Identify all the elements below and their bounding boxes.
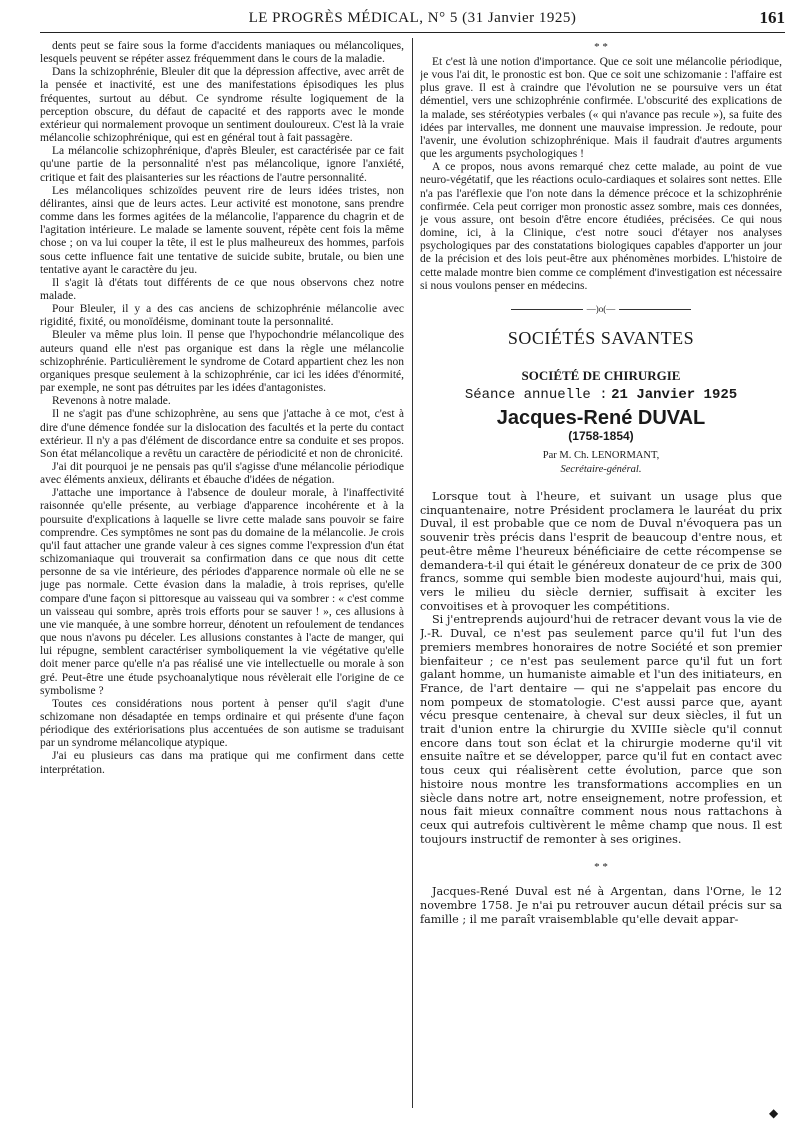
divider-line-left — [511, 309, 583, 310]
paragraph: Les mélancoliques schizoïdes peuvent rire de leurs idées tristes, non délirantes, ainsi que de leurs actes. Leur activité est monotone, sans prendre comme dans les formes agitées de la mélancolie, l'apparence du chagrin et de l'agitation intérieure. Le malade se lamente souvent, répète cent fois la même chose ; on va lui couper la tête, il est le plus malheureux des hommes, parfois sous cette influence fait une tentative de suicide subite, brutale, ou bien une tentative ayant le caractère du jeu. — [40, 184, 404, 276]
article-body — [420, 490, 782, 926]
paragraph: A ce propos, nous avons remarqué chez cette malade, au point de vue neuro-végétatif, que les réactions oculo-cardiaques et solaires sont nettes. Elle n'a pas l'aréflexie que l'on note dans la démence précoce et la schizophrénie confirmée. Cela peut corriger mon pronostic assez sombre, mais ces données, je vous assure, ont besoin d'être encore étudiées, précisées. Ce qui nous domine, ici, à la Clinique, c'est notre souci d'étayer nos analyses psychologiques par des constatations biologiques capables d'apporter un jour de la précision et des lois peut-être aux phénomènes morbides. L'histoire de cette malade montre bien comme ce complément d'investigation est nécessaire si nous voulons penser en médecins. — [420, 161, 782, 292]
seance-line — [420, 388, 782, 402]
left-column — [40, 40, 404, 1110]
paragraph: Si j'entreprends aujourd'hui de retracer devant vous la vie de J.-R. Duval, ce n'est pas seulement parce qu'il fut l'un des premiers membres honoraires de notre Société et son premier bienfaiteur ; ce n'est pas seulement parce qu'il fut un fort galant homme, un humaniste aimable et l'un des initiateurs, en France, de l'art dentaire — qui ne s'appelait pas encore du nom pompeux de stomatologie. C'est aussi parce que, ayant vécu presque centenaire, à cheval sur deux siècles, il fut un trait d'union entre la chirurgie du XVIIIe siècle qu'il connut encore dans tout son éclat et la chirurgie moderne qu'il vit ensuite naître et se développer, parce qu'il fut en contact avec tous ceux qui réalisèrent cette évolution, parce que son histoire nous montre les transformations accomplies en un siècle dans notre art, notre enseignement, notre profession, et nous fait mieux connaître comment nous nous rattachons à ceux qui autrefois cultivèrent le même champ que nous. Il est toujours instructif de remonter à ses origines. — [420, 613, 782, 846]
society-name: SOCIÉTÉ DE CHIRURGIE — [521, 368, 681, 384]
person-dates: (1758-1854) — [568, 428, 634, 443]
paragraph: Il s'agit là d'états tout différents de ce que nous observons chez notre malade. — [40, 276, 404, 302]
paragraph: La mélancolie schizophrénique, d'après Bleuler, est caractérisée par ce fait qu'une partie de la personnalité n'est pas mélancolique, ignore l'anxiété, critique et fait des plaisanteries sur les réactions de l'autre personnalité. — [40, 145, 404, 184]
divider-ornament: —)o(— — [586, 303, 616, 314]
paragraph: Il ne s'agit pas d'une schizophrène, au sens que j'attache à ce mot, c'est à dire d'une démence fondée sur la dislocation des facultés et la perte du contact extérieur. Il n'y a pas d'élément de discordance entre sa conduite et ses propos. Son état mélancolique a revêtu un caractère de périodicité et non de chronicité. — [40, 408, 404, 460]
page-header — [40, 8, 785, 33]
paragraph: dents peut se faire sous la forme d'accidents maniaques ou mélancoliques, lesquels peuvent se répéter assez fréquemment dans le cours de la maladie. — [40, 40, 404, 66]
paragraph: Lorsque tout à l'heure, et suivant un usage plus que cinquantenaire, notre Président proclamera le lauréat du prix Duval, il est probable que ce nom de Duval n'évoquera pas un souvenir très précis dans l'esprit de beaucoup d'entre nous, et peut-être même l'heureux bénéficiaire de cette récompense se demandera-t-il qui était le généreux donateur de ce prix de 300 francs, somme qui semble bien modeste aujourd'hui, mais qui, vers le milieu du siècle dernier, suffisait à exciter les convoitises et à provoquer les compétitions. — [420, 490, 782, 613]
paragraph: J'ai dit pourquoi je ne pensais pas qu'il s'agisse d'une mélancolie périodique avec éléments anxieux, délirants et ébauche d'idées de négation. — [40, 461, 404, 487]
divider-line-right — [619, 309, 691, 310]
right-column — [420, 40, 782, 1110]
paragraph: J'attache une importance à l'absence de douleur morale, à l'inaffectivité raisonnée qu'elle présente, au verbiage d'apparence incohérente et à la poursuite d'explications à laquelle se livre cette malade sans pouvoir se faire comprendre. Ces symptômes ne sont pas du domaine de la mélancolie. Je crois qu'il faut attacher une grande valeur à ces signes comme l'expression d'un état schizomaniaque qui trouverait sa confirmation dans ce que nous dit cette personne de sa vie intérieure, des périodes d'apparence normale où elle ne se juge pas normale. Cette évasion dans la maladie, à trois reprises, qu'elle compare d'une façon si pittoresque au vaisseau qui va sombrer : « c'est comme un vaisseau qui sombre, après trois efforts pour se sauver ! », ces allusions à une vie manquée, à une sombre horreur, dénotent un refoulement de tendances que nous n'avons pu déceler. Les allusions constantes à l'acte de manger, qui lui répugne, semblent caractériser symboliquement la vie végétative qu'elle doit mener parce qu'elle n'a pas réalisé une vie intellectuelle ou morale à son gré. Peut-être une étude psychoanalytique nous révèlerait elle l'origine de ce symbolisme ? — [40, 487, 404, 697]
article-title: Jacques-René DUVAL — [496, 407, 706, 430]
seance-label: Séance annuelle : — [464, 387, 608, 404]
section-divider — [420, 303, 782, 316]
paragraph: Pour Bleuler, il y a des cas anciens de schizophrénie mélancolie avec rigidité, fixité, ou monoïdéisme, dominant toute la personnalité. — [40, 303, 404, 329]
page-number: 161 — [759, 8, 785, 27]
author-role: Secrétaire-général. — [560, 463, 642, 475]
paragraph: Jacques-René Duval est né à Argentan, dans l'Orne, le 12 novembre 1758. Je n'ai pu retrouver aucun détail précis sur sa famille ; il me paraît vraisemblable qu'elle devait appar- — [420, 885, 782, 926]
section-title: SOCIÉTÉS SAVANTES — [507, 327, 695, 348]
paragraph: Revenons à notre malade. — [52, 395, 171, 408]
end-diamond-icon: ◆ — [769, 1106, 779, 1120]
paragraph: J'ai eu plusieurs cas dans ma pratique qui me confirment dans cette interprétation. — [40, 750, 404, 776]
author-line: Par M. Ch. LENORMANT, — [542, 449, 660, 461]
paragraph: Et c'est là une notion d'importance. Que ce soit une mélancolie périodique, je vous l'ai dit, le pronostic est bon. Que ce soit une schizomanie : l'affaire est plus grave. Il est à craindre que l'évolution ne se poursuive vers un état démentiel, vers une schizophrénie confirmée. L'obscurité des explications de la malade, ses stéréotypies verbales (« qui n'avance pas recule »), sa fuite des idées par intervalles, me donnent une mauvaise impression. Je redoute, pour l'avenir, une évolution schizophrénique. Mais il faudrait d'autres arguments que les arguments psychologiques ! — [420, 56, 782, 161]
paragraph: Toutes ces considérations nous portent à penser qu'il s'agit d'une schizomane non désadaptée en temps ordinaire et qui présente d'une façon périodique des extériorisations plus accentuées de son autisme se traduisant par un syndrome mélancolique atypique. — [40, 697, 404, 750]
section-stars: * * — [594, 41, 608, 53]
column-divider — [412, 38, 413, 1108]
paragraph: Dans la schizophrénie, Bleuler dit que la dépression affective, avec arrêt de la pensée et inactivité, est une des manifestations épisodiques les plus fréquentes, surtout au début. Ce syndrome résulte logiquement de la perception obscure, du défaut de capacité et des rapports avec le monde extérieur qui normalement provoque un sentiment douloureux. C'est là la vraie mélancolie schizophrénique, qui est en général tout à fait passagère. — [40, 66, 404, 145]
section-stars: * * — [594, 861, 608, 874]
paragraph: Bleuler va même plus loin. Il pense que l'hypochondrie mélancolique des auteurs quand elle n'est pas organique est dans la règle une mélancolie schizophrénie. Particulièrement le syndrome de Cotard appartient chez les non organiques presque seulement à la schizophrénie, car ici les idées d'énormité, par exemple, ne sont pas détruites par les idées d'antagonistes. — [40, 329, 404, 395]
seance-date: 21 Janvier 1925 — [611, 387, 738, 404]
running-head: LE PROGRÈS MÉDICAL, N° 5 (31 Janvier 1925) — [248, 10, 577, 26]
